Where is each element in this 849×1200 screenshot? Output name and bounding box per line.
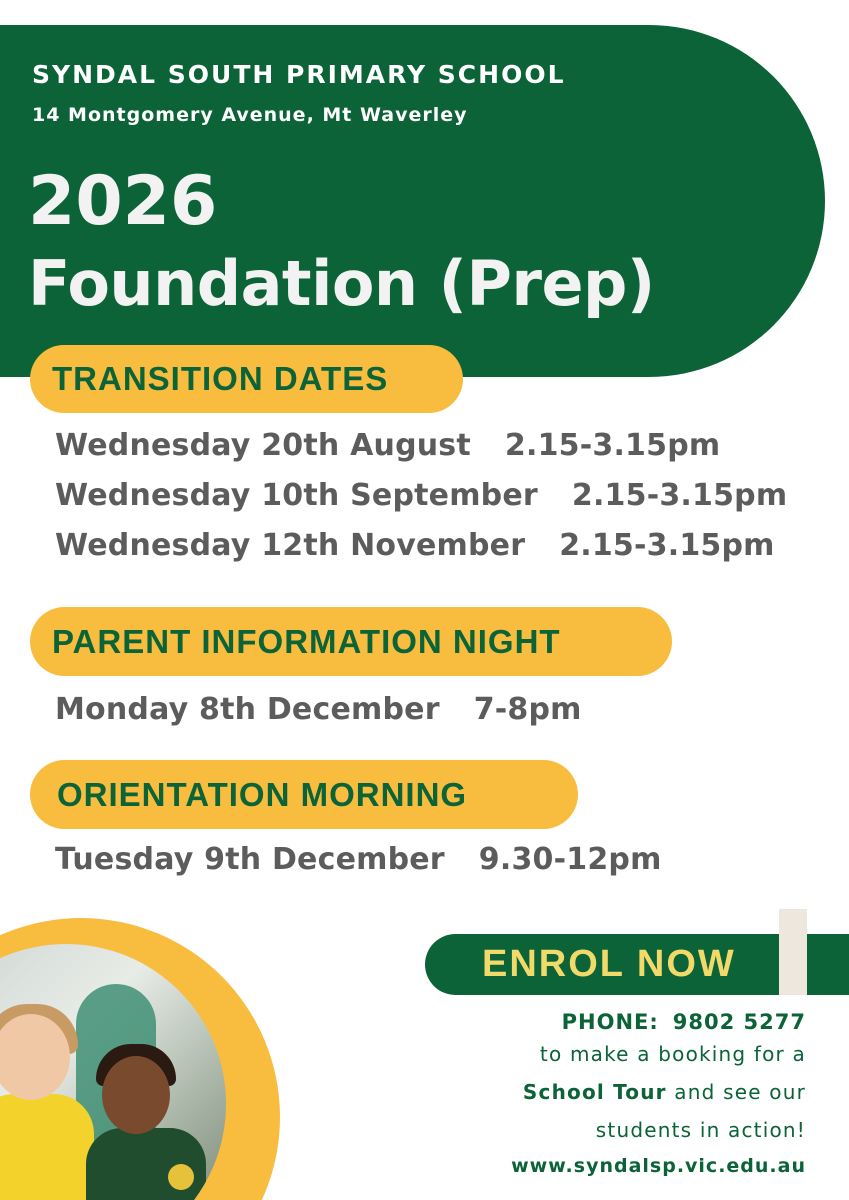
student-face [102,1056,170,1134]
orientation-day: Tuesday 9th December [55,842,445,877]
parent-night-date-row [55,692,582,727]
student-uniform [86,1128,206,1200]
phone-number[interactable]: 9802 5277 [672,1010,806,1034]
transition-date-time: 2.15-3.15pm [559,528,775,563]
transition-date-row [55,528,775,563]
transition-date-time: 2.15-3.15pm [504,428,721,463]
school-badge-icon [168,1164,194,1190]
orientation-morning-heading [30,760,578,829]
orientation-date-row [55,842,662,877]
transition-date-row [55,428,720,463]
transition-date-time: 2.15-3.15pm [571,478,788,513]
enrol-accent-overlay [779,934,807,995]
transition-date-row [55,478,787,513]
transition-date-day: Wednesday 12th November [55,528,526,563]
phone-line [562,1010,806,1034]
parent-night-day: Monday 8th December [55,692,440,727]
transition-date-day: Wednesday 10th September [55,478,538,513]
program-title: Foundation (Prep) [28,247,655,320]
phone-label: PHONE: [561,1010,659,1034]
student-face [0,1014,70,1100]
school-name: SYNDAL SOUTH PRIMARY SCHOOL [32,60,566,89]
transition-date-day: Wednesday 20th August [55,428,471,463]
parent-info-night-label: PARENT INFORMATION NIGHT [52,622,561,660]
transition-dates-heading [30,345,463,413]
booking-text-line: to make a booking for a [539,1042,806,1066]
year-title: 2026 [28,162,218,241]
transition-dates-label: TRANSITION DATES [52,360,389,397]
booking-text-line [523,1080,806,1104]
student-uniform [0,1094,94,1200]
orientation-time: 9.30-12pm [478,842,662,877]
enrol-now-label[interactable]: ENROL NOW [482,943,736,985]
booking-text-rest: and see our [666,1080,806,1104]
orientation-morning-label: ORIENTATION MORNING [57,775,468,813]
school-tour-label: School Tour [522,1080,667,1104]
school-address: 14 Montgomery Avenue, Mt Waverley [32,104,468,126]
parent-night-time: 7-8pm [473,692,582,727]
website-link[interactable]: www.syndalsp.vic.edu.au [511,1155,806,1177]
parent-info-night-heading [30,607,672,676]
booking-text-line: students in action! [595,1118,806,1142]
